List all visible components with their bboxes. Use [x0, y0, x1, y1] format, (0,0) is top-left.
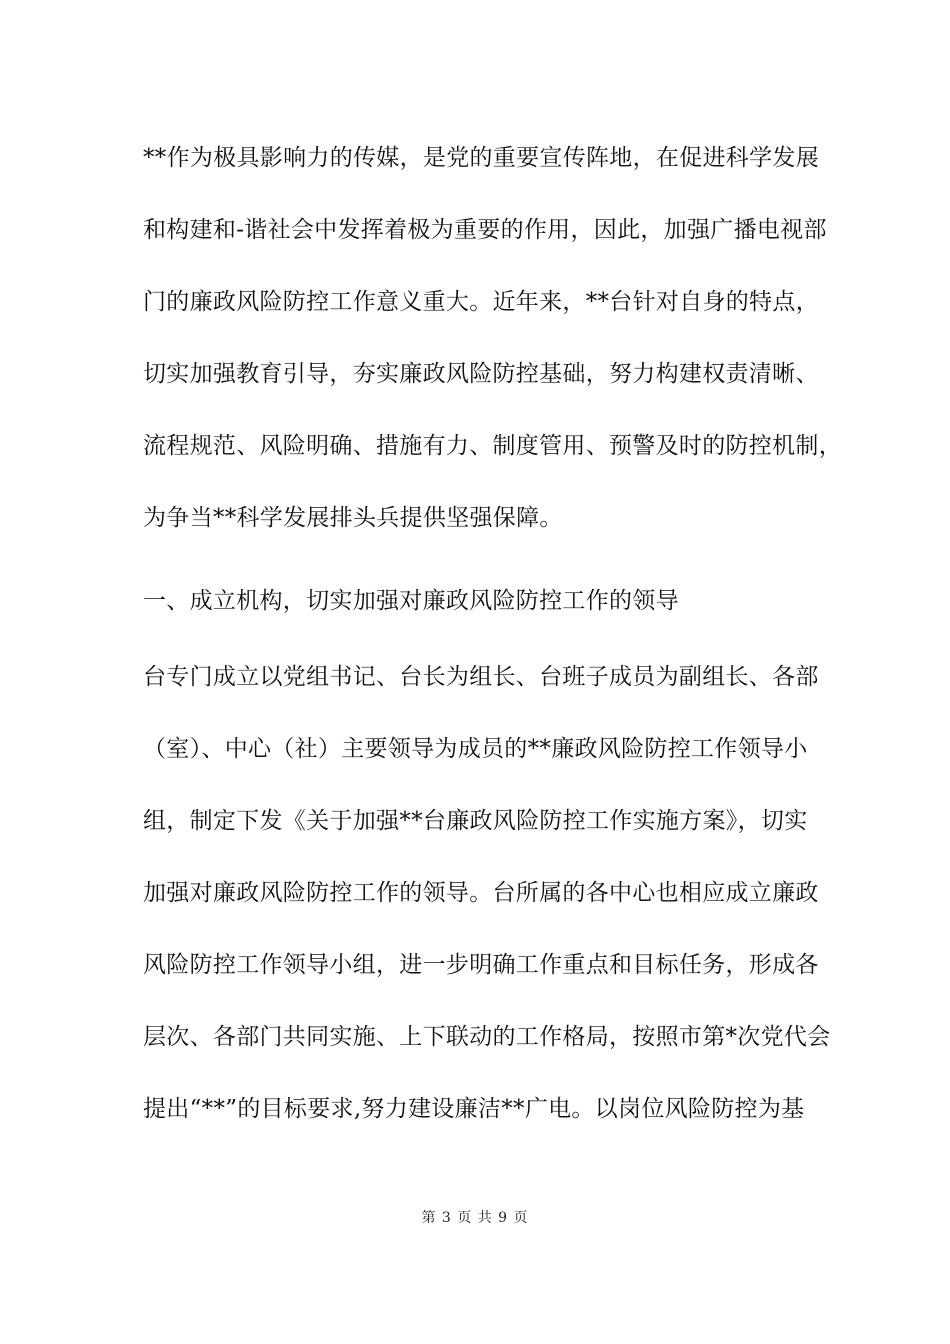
- body-line-8: （室）、中心（社）主要领导为成员的**廉政风险防控工作领导小: [143, 736, 808, 762]
- body-line-10: 加强对廉政风险防控工作的领导。台所属的各中心也相应成立廉政: [143, 880, 819, 906]
- body-line-12: 层次、各部门共同实施、上下联动的工作格局，按照市第*次党代会: [143, 1024, 831, 1050]
- body-line-3: 门的廉政风险防控工作意义重大。近年来，**台针对自身的特点，: [143, 289, 819, 315]
- body-line-11: 风险防控工作领导小组，进一步明确工作重点和目标任务，形成各: [143, 952, 819, 978]
- body-line-1: **作为极具影响力的传媒，是党的重要宣传阵地，在促进科学发展: [143, 145, 819, 171]
- body-line-7: 台专门成立以党组书记、台长为组长、台班子成员为副组长、各部: [143, 664, 819, 690]
- body-line-9: 组，制定下发《关于加强**台廉政风险防控工作实施方案》，切实: [143, 808, 808, 834]
- body-line-5: 流程规范、风险明确、措施有力、制度管用、预警及时的防控机制，: [143, 433, 842, 459]
- body-line-6: 为争当**科学发展排头兵提供坚强保障。: [143, 505, 563, 531]
- body-line-13: 提出“**”的目标要求,努力建设廉洁**广电。以岗位风险防控为基: [143, 1096, 805, 1122]
- section-heading: 一、成立机构，切实加强对廉政风险防控工作的领导: [143, 588, 679, 614]
- body-line-2: 和构建和-谐社会中发挥着极为重要的作用，因此，加强广播电视部: [143, 217, 827, 243]
- body-line-4: 切实加强教育引导，夯实廉政风险防控基础，努力构建权责清晰、: [143, 361, 819, 387]
- page-number-footer: 第 3 页 共 9 页: [421, 1210, 529, 1226]
